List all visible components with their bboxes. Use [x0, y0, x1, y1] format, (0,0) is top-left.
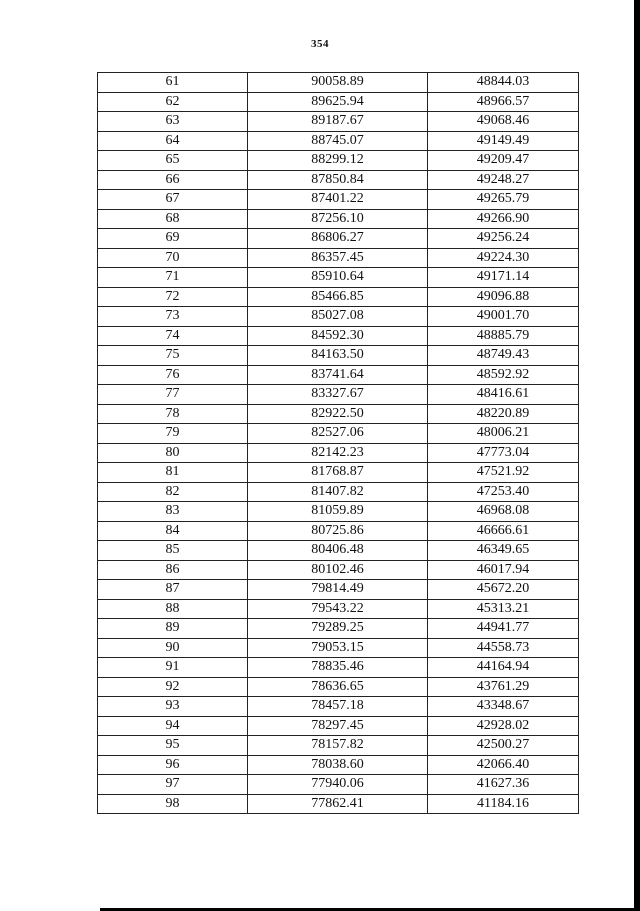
table-row [98, 463, 579, 483]
row-index-cell: 73 [98, 307, 248, 327]
value-b-cell: 46666.61 [428, 521, 579, 541]
row-index-cell: 81 [98, 463, 248, 483]
value-a-cell: 81407.82 [248, 482, 428, 502]
value-a-cell: 84592.30 [248, 326, 428, 346]
row-index-cell: 80 [98, 443, 248, 463]
value-a-cell: 88745.07 [248, 131, 428, 151]
value-b-cell: 48844.03 [428, 73, 579, 93]
value-a-cell: 78038.60 [248, 755, 428, 775]
value-a-cell: 80102.46 [248, 560, 428, 580]
table-row [98, 794, 579, 814]
row-index-cell: 89 [98, 619, 248, 639]
value-b-cell: 47773.04 [428, 443, 579, 463]
row-index-cell: 90 [98, 638, 248, 658]
value-a-cell: 87401.22 [248, 190, 428, 210]
value-a-cell: 81768.87 [248, 463, 428, 483]
table-row [98, 677, 579, 697]
value-a-cell: 79814.49 [248, 580, 428, 600]
table-row [98, 307, 579, 327]
row-index-cell: 62 [98, 92, 248, 112]
table-row [98, 775, 579, 795]
value-a-cell: 78835.46 [248, 658, 428, 678]
table-row [98, 580, 579, 600]
table-row [98, 560, 579, 580]
value-a-cell: 79053.15 [248, 638, 428, 658]
row-index-cell: 71 [98, 268, 248, 288]
table-row [98, 170, 579, 190]
table-row [98, 736, 579, 756]
value-a-cell: 78297.45 [248, 716, 428, 736]
row-index-cell: 78 [98, 404, 248, 424]
value-b-cell: 47521.92 [428, 463, 579, 483]
row-index-cell: 95 [98, 736, 248, 756]
value-a-cell: 80406.48 [248, 541, 428, 561]
table-row [98, 424, 579, 444]
value-a-cell: 77940.06 [248, 775, 428, 795]
value-a-cell: 90058.89 [248, 73, 428, 93]
value-a-cell: 83327.67 [248, 385, 428, 405]
page-number: 354 [311, 38, 329, 50]
value-b-cell: 48416.61 [428, 385, 579, 405]
value-b-cell: 48006.21 [428, 424, 579, 444]
table-row [98, 346, 579, 366]
value-b-cell: 48220.89 [428, 404, 579, 424]
value-b-cell: 49224.30 [428, 248, 579, 268]
value-a-cell: 78157.82 [248, 736, 428, 756]
value-b-cell: 48749.43 [428, 346, 579, 366]
value-a-cell: 77862.41 [248, 794, 428, 814]
value-b-cell: 49149.49 [428, 131, 579, 151]
row-index-cell: 82 [98, 482, 248, 502]
table-row [98, 268, 579, 288]
row-index-cell: 74 [98, 326, 248, 346]
value-b-cell: 49248.27 [428, 170, 579, 190]
value-b-cell: 49266.90 [428, 209, 579, 229]
row-index-cell: 98 [98, 794, 248, 814]
row-index-cell: 64 [98, 131, 248, 151]
table-row [98, 209, 579, 229]
value-b-cell: 49209.47 [428, 151, 579, 171]
row-index-cell: 76 [98, 365, 248, 385]
value-b-cell: 48592.92 [428, 365, 579, 385]
value-b-cell: 48885.79 [428, 326, 579, 346]
value-b-cell: 43761.29 [428, 677, 579, 697]
value-a-cell: 84163.50 [248, 346, 428, 366]
row-index-cell: 92 [98, 677, 248, 697]
table-row [98, 502, 579, 522]
value-a-cell: 89625.94 [248, 92, 428, 112]
value-b-cell: 45672.20 [428, 580, 579, 600]
value-a-cell: 88299.12 [248, 151, 428, 171]
table-row [98, 541, 579, 561]
value-b-cell: 44558.73 [428, 638, 579, 658]
value-a-cell: 78457.18 [248, 697, 428, 717]
row-index-cell: 91 [98, 658, 248, 678]
table-row [98, 619, 579, 639]
table-row [98, 638, 579, 658]
row-index-cell: 67 [98, 190, 248, 210]
value-b-cell: 49096.88 [428, 287, 579, 307]
value-b-cell: 44941.77 [428, 619, 579, 639]
value-b-cell: 49171.14 [428, 268, 579, 288]
table-row [98, 287, 579, 307]
table-row [98, 248, 579, 268]
row-index-cell: 66 [98, 170, 248, 190]
value-b-cell: 46349.65 [428, 541, 579, 561]
value-b-cell: 42066.40 [428, 755, 579, 775]
value-b-cell: 46968.08 [428, 502, 579, 522]
row-index-cell: 75 [98, 346, 248, 366]
row-index-cell: 77 [98, 385, 248, 405]
table-row [98, 365, 579, 385]
value-b-cell: 45313.21 [428, 599, 579, 619]
value-a-cell: 82922.50 [248, 404, 428, 424]
value-a-cell: 85027.08 [248, 307, 428, 327]
table-row [98, 73, 579, 93]
table-row [98, 229, 579, 249]
row-index-cell: 68 [98, 209, 248, 229]
value-b-cell: 41184.16 [428, 794, 579, 814]
value-a-cell: 79289.25 [248, 619, 428, 639]
table-row [98, 697, 579, 717]
table-row [98, 482, 579, 502]
value-b-cell: 44164.94 [428, 658, 579, 678]
table-row [98, 404, 579, 424]
row-index-cell: 93 [98, 697, 248, 717]
row-index-cell: 63 [98, 112, 248, 132]
row-index-cell: 79 [98, 424, 248, 444]
value-a-cell: 79543.22 [248, 599, 428, 619]
value-a-cell: 85466.85 [248, 287, 428, 307]
table-row [98, 131, 579, 151]
table-row [98, 443, 579, 463]
value-a-cell: 82142.23 [248, 443, 428, 463]
row-index-cell: 97 [98, 775, 248, 795]
value-a-cell: 78636.65 [248, 677, 428, 697]
value-b-cell: 49001.70 [428, 307, 579, 327]
row-index-cell: 94 [98, 716, 248, 736]
value-a-cell: 89187.67 [248, 112, 428, 132]
value-b-cell: 42500.27 [428, 736, 579, 756]
value-a-cell: 86806.27 [248, 229, 428, 249]
table-row [98, 112, 579, 132]
value-b-cell: 49265.79 [428, 190, 579, 210]
row-index-cell: 88 [98, 599, 248, 619]
value-a-cell: 87850.84 [248, 170, 428, 190]
value-b-cell: 49068.46 [428, 112, 579, 132]
table-row [98, 521, 579, 541]
value-a-cell: 82527.06 [248, 424, 428, 444]
value-b-cell: 46017.94 [428, 560, 579, 580]
table-row [98, 755, 579, 775]
value-a-cell: 85910.64 [248, 268, 428, 288]
row-index-cell: 72 [98, 287, 248, 307]
row-index-cell: 84 [98, 521, 248, 541]
row-index-cell: 70 [98, 248, 248, 268]
table-row [98, 190, 579, 210]
table-row [98, 716, 579, 736]
value-b-cell: 49256.24 [428, 229, 579, 249]
value-b-cell: 48966.57 [428, 92, 579, 112]
scan-edge-right [634, 0, 640, 911]
value-b-cell: 42928.02 [428, 716, 579, 736]
value-b-cell: 43348.67 [428, 697, 579, 717]
value-a-cell: 80725.86 [248, 521, 428, 541]
row-index-cell: 83 [98, 502, 248, 522]
value-a-cell: 83741.64 [248, 365, 428, 385]
row-index-cell: 85 [98, 541, 248, 561]
value-b-cell: 41627.36 [428, 775, 579, 795]
table-row [98, 151, 579, 171]
row-index-cell: 96 [98, 755, 248, 775]
row-index-cell: 86 [98, 560, 248, 580]
value-a-cell: 87256.10 [248, 209, 428, 229]
data-table [97, 72, 579, 814]
row-index-cell: 65 [98, 151, 248, 171]
table-row [98, 92, 579, 112]
table-row [98, 326, 579, 346]
table-row [98, 658, 579, 678]
value-a-cell: 86357.45 [248, 248, 428, 268]
table-body [98, 73, 579, 814]
row-index-cell: 87 [98, 580, 248, 600]
value-a-cell: 81059.89 [248, 502, 428, 522]
row-index-cell: 61 [98, 73, 248, 93]
table-row [98, 385, 579, 405]
value-b-cell: 47253.40 [428, 482, 579, 502]
row-index-cell: 69 [98, 229, 248, 249]
table-row [98, 599, 579, 619]
